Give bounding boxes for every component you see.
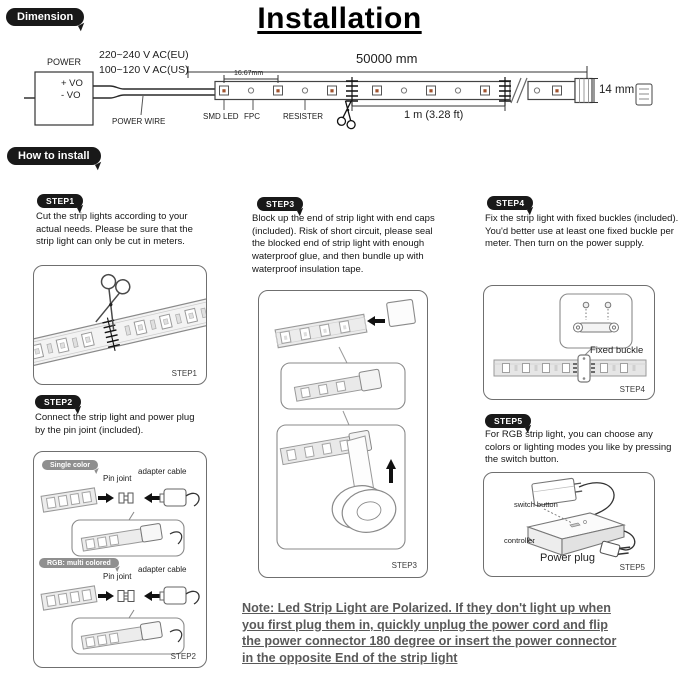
step3-figure <box>258 290 428 578</box>
power-plug-label: Power plug <box>540 552 596 564</box>
how-to-install-badge: How to install <box>7 147 101 165</box>
taped-strip-box <box>277 425 405 549</box>
step1-figure-label: STEP1 <box>171 369 197 378</box>
polarity-note <box>242 600 616 667</box>
joined-assembly-box <box>72 618 184 654</box>
capped-strip-box <box>281 363 405 409</box>
pin-joint-label: Pin joint <box>103 572 132 581</box>
step1-badge: STEP1 <box>37 194 83 208</box>
single-color-badge: Single color <box>42 460 98 470</box>
adapter <box>160 489 199 506</box>
step3-text: Block up the end of strip light with end caps (included). Risk of short circuit, please seal the blocked end of strip light with enough waterproof glue, and then bundle up with waterproof insulation tape. <box>252 213 435 275</box>
step3-art <box>259 291 428 578</box>
step5-figure <box>483 472 655 577</box>
led-strip <box>41 488 97 512</box>
end-cap <box>386 299 415 326</box>
pin-joint-4pin <box>118 591 134 602</box>
power-wires <box>93 86 215 98</box>
voltage-us-label: 100~120 V AC(US) <box>99 64 189 76</box>
scissors-icon <box>337 99 359 129</box>
smd-led-label: SMD LED <box>203 112 239 121</box>
led-strip <box>494 360 646 376</box>
adapter-cable <box>579 483 614 519</box>
step4-figure-label: STEP4 <box>619 385 645 394</box>
end-cap <box>575 79 592 103</box>
resister-label: RESISTER <box>283 112 324 121</box>
arrow-left-icon <box>367 316 385 326</box>
step4-badge: STEP4 <box>487 196 533 210</box>
dimension-badge: Dimension <box>6 8 84 26</box>
power-wire-label: POWER WIRE <box>112 117 166 126</box>
strip-width-label: 14 mm <box>599 84 635 96</box>
connector-piece <box>636 84 652 105</box>
arrow-left-icon <box>144 493 160 503</box>
arrow-left-icon <box>144 591 160 601</box>
plus-vo-label: + VO <box>61 78 83 89</box>
step5-figure-label: STEP5 <box>619 563 645 572</box>
led-strip <box>34 293 207 371</box>
buckle-on-strip <box>578 355 590 382</box>
adapter <box>160 587 199 604</box>
total-length-label: 50000 mm <box>356 51 418 66</box>
arrow-right-icon <box>98 493 114 503</box>
controller-label: controller <box>504 536 535 545</box>
pin-joint-2pin <box>119 493 133 503</box>
cut-length-label: 1 m (3.28 ft) <box>404 109 464 121</box>
step2-figure <box>33 451 207 668</box>
pitch-label: 16.67mm <box>234 70 264 77</box>
fpc-label: FPC <box>244 112 260 121</box>
step2-figure-label: STEP2 <box>170 652 196 661</box>
note-line: you first plug them in, quickly unplug the power cord and flip <box>242 617 608 632</box>
step3-figure-label: STEP3 <box>391 561 417 570</box>
adapter-cable-label: adapter cable <box>138 467 187 476</box>
adapter-cable-label: adapter cable <box>138 565 187 574</box>
note-line: Note: Led Strip Light are Polarized. If they don't light up when <box>242 601 611 615</box>
joined-assembly-box <box>72 520 184 556</box>
step5-text: For RGB strip light, you can choose any colors or lighting modes you like by pressing the switch button. <box>485 429 672 466</box>
step4-figure <box>483 285 655 400</box>
fixed-buckle-label: Fixed buckle <box>590 345 644 356</box>
fixed-buckle-icon <box>574 323 619 332</box>
page-title: Installation <box>257 2 422 35</box>
switch-button-label: switch button <box>514 500 558 509</box>
power-label: POWER <box>47 57 82 67</box>
note-line: in the opposite End of the strip light <box>242 651 458 666</box>
step1-figure <box>33 265 207 385</box>
rgb-multi-colored-badge: RGB: multi colored <box>39 558 119 568</box>
led-strip <box>275 314 367 347</box>
step5-badge: STEP5 <box>485 414 531 428</box>
step4-text: Fix the strip light with fixed buckles (included). You'd better use at least one fixed buckle per meter. Then turn on the power supply. <box>485 213 679 250</box>
buckle-detail-box <box>560 294 632 348</box>
step2-text: Connect the strip light and power plug by the pin joint (included). <box>35 412 195 436</box>
note-line: the power connector 180 degree or insert the power connector <box>242 634 617 649</box>
step4-art <box>484 286 655 400</box>
step3-badge: STEP3 <box>257 197 303 211</box>
pin-joint-label: Pin joint <box>103 474 132 483</box>
minus-vo-label: - VO <box>61 90 81 101</box>
voltage-eu-label: 220~240 V AC(EU) <box>99 49 189 61</box>
led-strip <box>41 586 97 610</box>
step1-art <box>34 266 207 385</box>
step2-badge: STEP2 <box>35 395 81 409</box>
led-strip <box>215 78 575 103</box>
arrow-right-icon <box>98 591 114 601</box>
step1-text: Cut the strip lights according to your actual needs. Please be sure that the strip light can only be cut in meters. <box>36 211 193 248</box>
